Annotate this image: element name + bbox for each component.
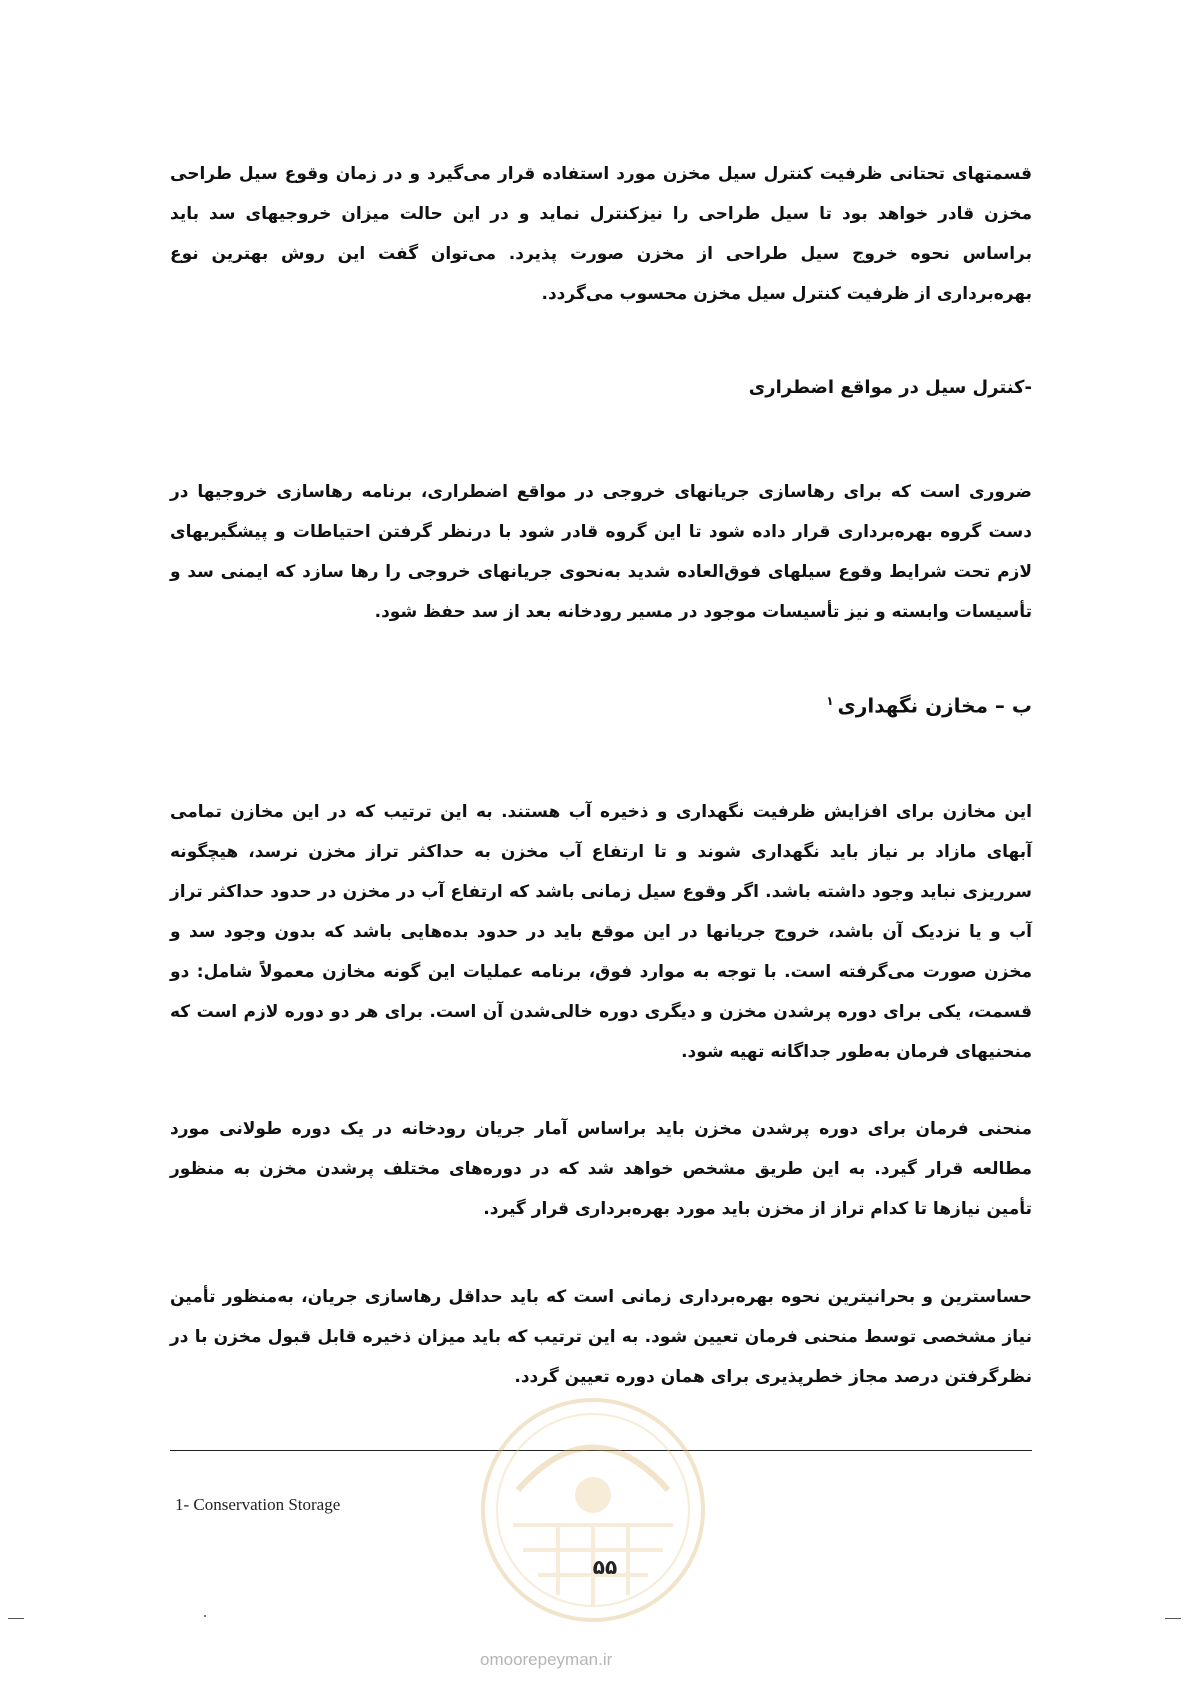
footnote-reference: ۱: [826, 694, 834, 708]
page-number: ۵۵: [592, 1555, 618, 1579]
footnote: 1- Conservation Storage: [175, 1495, 341, 1514]
paragraph-emergency-release: ضروری است که برای رهاسازی جریانهای خروجی در مواقع اضطراری، برنامه رهاسازی خروجیها در دست گروه بهره‌برداری قرار داده شود تا این گروه قادر شود با درنظر گرفتن احتیاطات و پیشگیریهای لازم تحت شرایط وقوع سیلهای فوق‌العاده شدید به‌نحوی جریانهای خروجی را رها سازد که ایمنی سد و تأسیسات وابسته و نیز تأسیسات موجود در مسیر رودخانه بعد از سد حفظ شود.: [170, 482, 1032, 622]
crop-mark-right: [1165, 1618, 1181, 1619]
paragraph-filling-rule-curve: منحنی فرمان برای دوره پرشدن مخزن باید براساس آمار جریان رودخانه در یک دوره طولانی مورد مطالعه قرار گیرد. به این طریق مشخص خواهد شد که در دوره‌های مختلف پرشدن مخزن به منظور تأمین نیازها تا کدام تراز از مخزن باید مورد بهره‌برداری قرار گیرد.: [170, 1119, 1032, 1219]
crop-mark-left: [8, 1618, 24, 1619]
watermark-seal-icon: [478, 1395, 708, 1625]
section-heading-conservation-text: ب – مخازن نگهداری: [837, 693, 1032, 718]
paragraph-conservation-storage: این مخازن برای افزایش ظرفیت نگهداری و ذخیره آب هستند. به این ترتیب که در این مخازن تمامی آبهای مازاد بر نیاز باید نگهداری شوند و تا ارتفاع آب مخزن به حداکثر تراز مخزن نرسد، هیچگونه سرریزی نباید وجود داشته باشد. اگر وقوع سیل زمانی باشد که ارتفاع آب در مخزن در حدود حداکثر تراز آب و یا نزدیک آن باشد، خروج جریانها در این موقع باید در حدود بده‌هایی باشد که بدون وجود سد و مخزن صورت می‌گرفته است. با توجه به موارد فوق، برنامه عملیات این گونه مخازن معمولاً شامل: دو قسمت، یکی برای دوره پرشدن مخزن و دیگری دوره خالی‌شدن آن است. برای هر دو دوره لازم است که منحنیهای فرمان به‌طور جداگانه تهیه شود.: [170, 802, 1032, 1062]
watermark-url: omoorepeyman.ir: [480, 1650, 613, 1669]
paragraph-flood-control-capacity: قسمتهای تحتانی ظرفیت کنترل سیل مخزن مورد استفاده قرار می‌گیرد و در زمان وقوع سیل طراحی مخزن قادر خواهد بود تا سیل طراحی را نیزکنترل نماید و در این حالت میزان خروجیهای سد باید براساس نحوه خروج سیل طراحی از مخزن صورت پذیرد. می‌توان گفت این روش بهترین نوع بهره‌برداری از ظرفیت کنترل سیل مخزن محسوب می‌گردد.: [170, 164, 1032, 304]
scan-dot: [204, 1615, 206, 1617]
section-heading-conservation: [170, 681, 1032, 726]
paragraph-critical-operation: حساسترین و بحرانیترین نحوه بهره‌برداری زمانی است که باید حداقل رهاسازی جریان، به‌منظور تأمین نیاز مشخصی توسط منحنی فرمان تعیین شود. به این ترتیب که باید میزان ذخیره قابل قبول مخزن با در نظرگرفتن درصد مجاز خطرپذیری برای همان دوره تعیین گردد.: [170, 1287, 1032, 1387]
section-heading-emergency: -کنترل سیل در مواقع اضطراری: [748, 377, 1032, 398]
